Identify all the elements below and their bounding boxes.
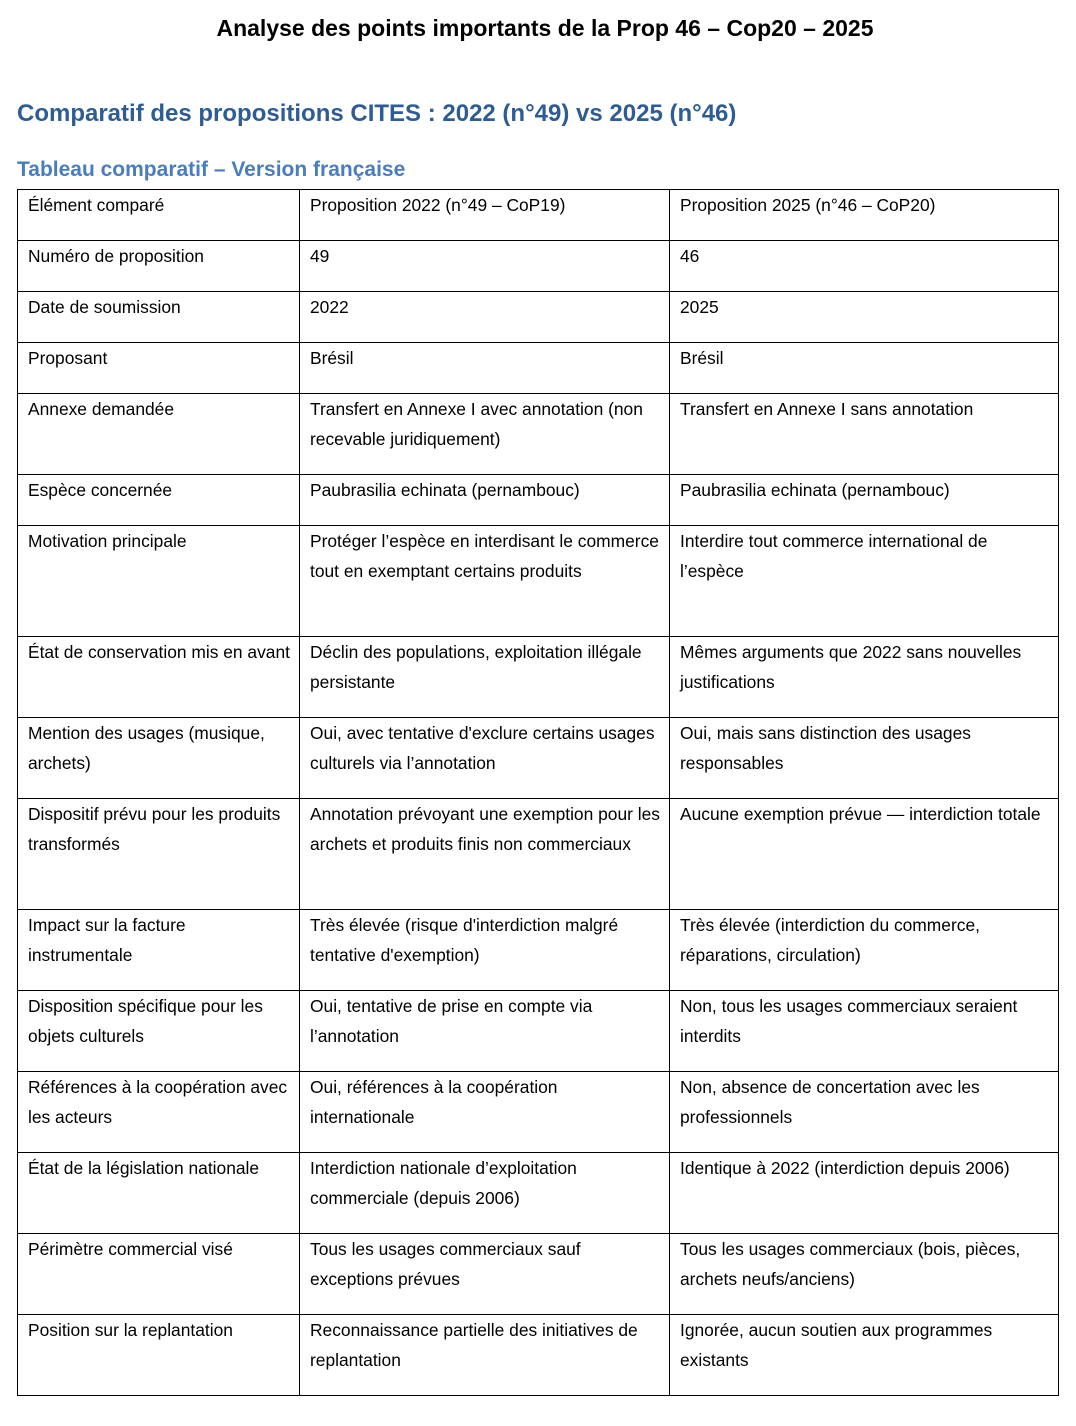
row-label-cell: Motivation principale xyxy=(18,526,300,637)
row-label-cell: État de conservation mis en avant xyxy=(18,637,300,718)
proposal-2025-cell: 46 xyxy=(670,241,1059,292)
table-header-row xyxy=(18,190,1059,241)
header-cell-element: Élément comparé xyxy=(18,190,300,241)
row-label-cell: Disposition spécifique pour les objets culturels xyxy=(18,991,300,1072)
proposal-2025-cell: Tous les usages commerciaux (bois, pièces, archets neufs/anciens) xyxy=(670,1234,1059,1315)
proposal-2025-cell: Aucune exemption prévue — interdiction totale xyxy=(670,799,1059,910)
row-label-cell: Proposant xyxy=(18,343,300,394)
proposal-2022-cell: Interdiction nationale d’exploitation commerciale (depuis 2006) xyxy=(300,1153,670,1234)
table-row xyxy=(18,637,1059,718)
row-label-cell: Périmètre commercial visé xyxy=(18,1234,300,1315)
table-row xyxy=(18,1072,1059,1153)
proposal-2025-cell: Oui, mais sans distinction des usages responsables xyxy=(670,718,1059,799)
proposal-2022-cell: Annotation prévoyant une exemption pour les archets et produits finis non commerciaux xyxy=(300,799,670,910)
row-label-cell: Position sur la replantation xyxy=(18,1315,300,1396)
table-row xyxy=(18,526,1059,637)
row-label-cell: Annexe demandée xyxy=(18,394,300,475)
proposal-2022-cell: 49 xyxy=(300,241,670,292)
table-row xyxy=(18,394,1059,475)
proposal-2025-cell: Transfert en Annexe I sans annotation xyxy=(670,394,1059,475)
row-label-cell: Références à la coopération avec les acteurs xyxy=(18,1072,300,1153)
row-label-cell: État de la législation nationale xyxy=(18,1153,300,1234)
proposal-2025-cell: Interdire tout commerce international de l’espèce xyxy=(670,526,1059,637)
proposal-2022-cell: Déclin des populations, exploitation illégale persistante xyxy=(300,637,670,718)
proposal-2022-cell: Transfert en Annexe I avec annotation (non recevable juridiquement) xyxy=(300,394,670,475)
table-row xyxy=(18,910,1059,991)
table-row xyxy=(18,1234,1059,1315)
table-row xyxy=(18,799,1059,910)
table-heading: Tableau comparatif – Version française xyxy=(17,158,406,181)
proposal-2022-cell: Brésil xyxy=(300,343,670,394)
section-heading: Comparatif des propositions CITES : 2022 (n°49) vs 2025 (n°46) xyxy=(17,100,737,127)
table-row xyxy=(18,292,1059,343)
proposal-2022-cell: Protéger l’espèce en interdisant le commerce tout en exemptant certains produits xyxy=(300,526,670,637)
table-row xyxy=(18,1315,1059,1396)
row-label-cell: Date de soumission xyxy=(18,292,300,343)
row-label-cell: Dispositif prévu pour les produits transformés xyxy=(18,799,300,910)
proposal-2022-cell: 2022 xyxy=(300,292,670,343)
row-label-cell: Mention des usages (musique, archets) xyxy=(18,718,300,799)
header-cell-proposal-2025: Proposition 2025 (n°46 – CoP20) xyxy=(670,190,1059,241)
proposal-2025-cell: Non, tous les usages commerciaux seraient interdits xyxy=(670,991,1059,1072)
proposal-2025-cell: Mêmes arguments que 2022 sans nouvelles justifications xyxy=(670,637,1059,718)
proposal-2022-cell: Oui, tentative de prise en compte via l’annotation xyxy=(300,991,670,1072)
table-row xyxy=(18,1153,1059,1234)
proposal-2025-cell: Brésil xyxy=(670,343,1059,394)
proposal-2022-cell: Oui, avec tentative d'exclure certains usages culturels via l’annotation xyxy=(300,718,670,799)
proposal-2025-cell: Identique à 2022 (interdiction depuis 2006) xyxy=(670,1153,1059,1234)
document-title: Analyse des points importants de la Prop 46 – Cop20 – 2025 xyxy=(216,15,874,41)
proposal-2022-cell: Tous les usages commerciaux sauf exceptions prévues xyxy=(300,1234,670,1315)
proposal-2025-cell: Très élevée (interdiction du commerce, réparations, circulation) xyxy=(670,910,1059,991)
header-cell-proposal-2022: Proposition 2022 (n°49 – CoP19) xyxy=(300,190,670,241)
comparison-table xyxy=(17,189,1059,1396)
proposal-2022-cell: Oui, références à la coopération internationale xyxy=(300,1072,670,1153)
row-label-cell: Impact sur la facture instrumentale xyxy=(18,910,300,991)
row-label-cell: Numéro de proposition xyxy=(18,241,300,292)
table-row xyxy=(18,241,1059,292)
proposal-2022-cell: Paubrasilia echinata (pernambouc) xyxy=(300,475,670,526)
proposal-2025-cell: Non, absence de concertation avec les professionnels xyxy=(670,1072,1059,1153)
row-label-cell: Espèce concernée xyxy=(18,475,300,526)
table-row xyxy=(18,475,1059,526)
proposal-2022-cell: Reconnaissance partielle des initiatives de replantation xyxy=(300,1315,670,1396)
table-row xyxy=(18,991,1059,1072)
proposal-2025-cell: Paubrasilia echinata (pernambouc) xyxy=(670,475,1059,526)
proposal-2025-cell: Ignorée, aucun soutien aux programmes existants xyxy=(670,1315,1059,1396)
proposal-2022-cell: Très élevée (risque d'interdiction malgré tentative d'exemption) xyxy=(300,910,670,991)
table-row xyxy=(18,718,1059,799)
proposal-2025-cell: 2025 xyxy=(670,292,1059,343)
table-row xyxy=(18,343,1059,394)
